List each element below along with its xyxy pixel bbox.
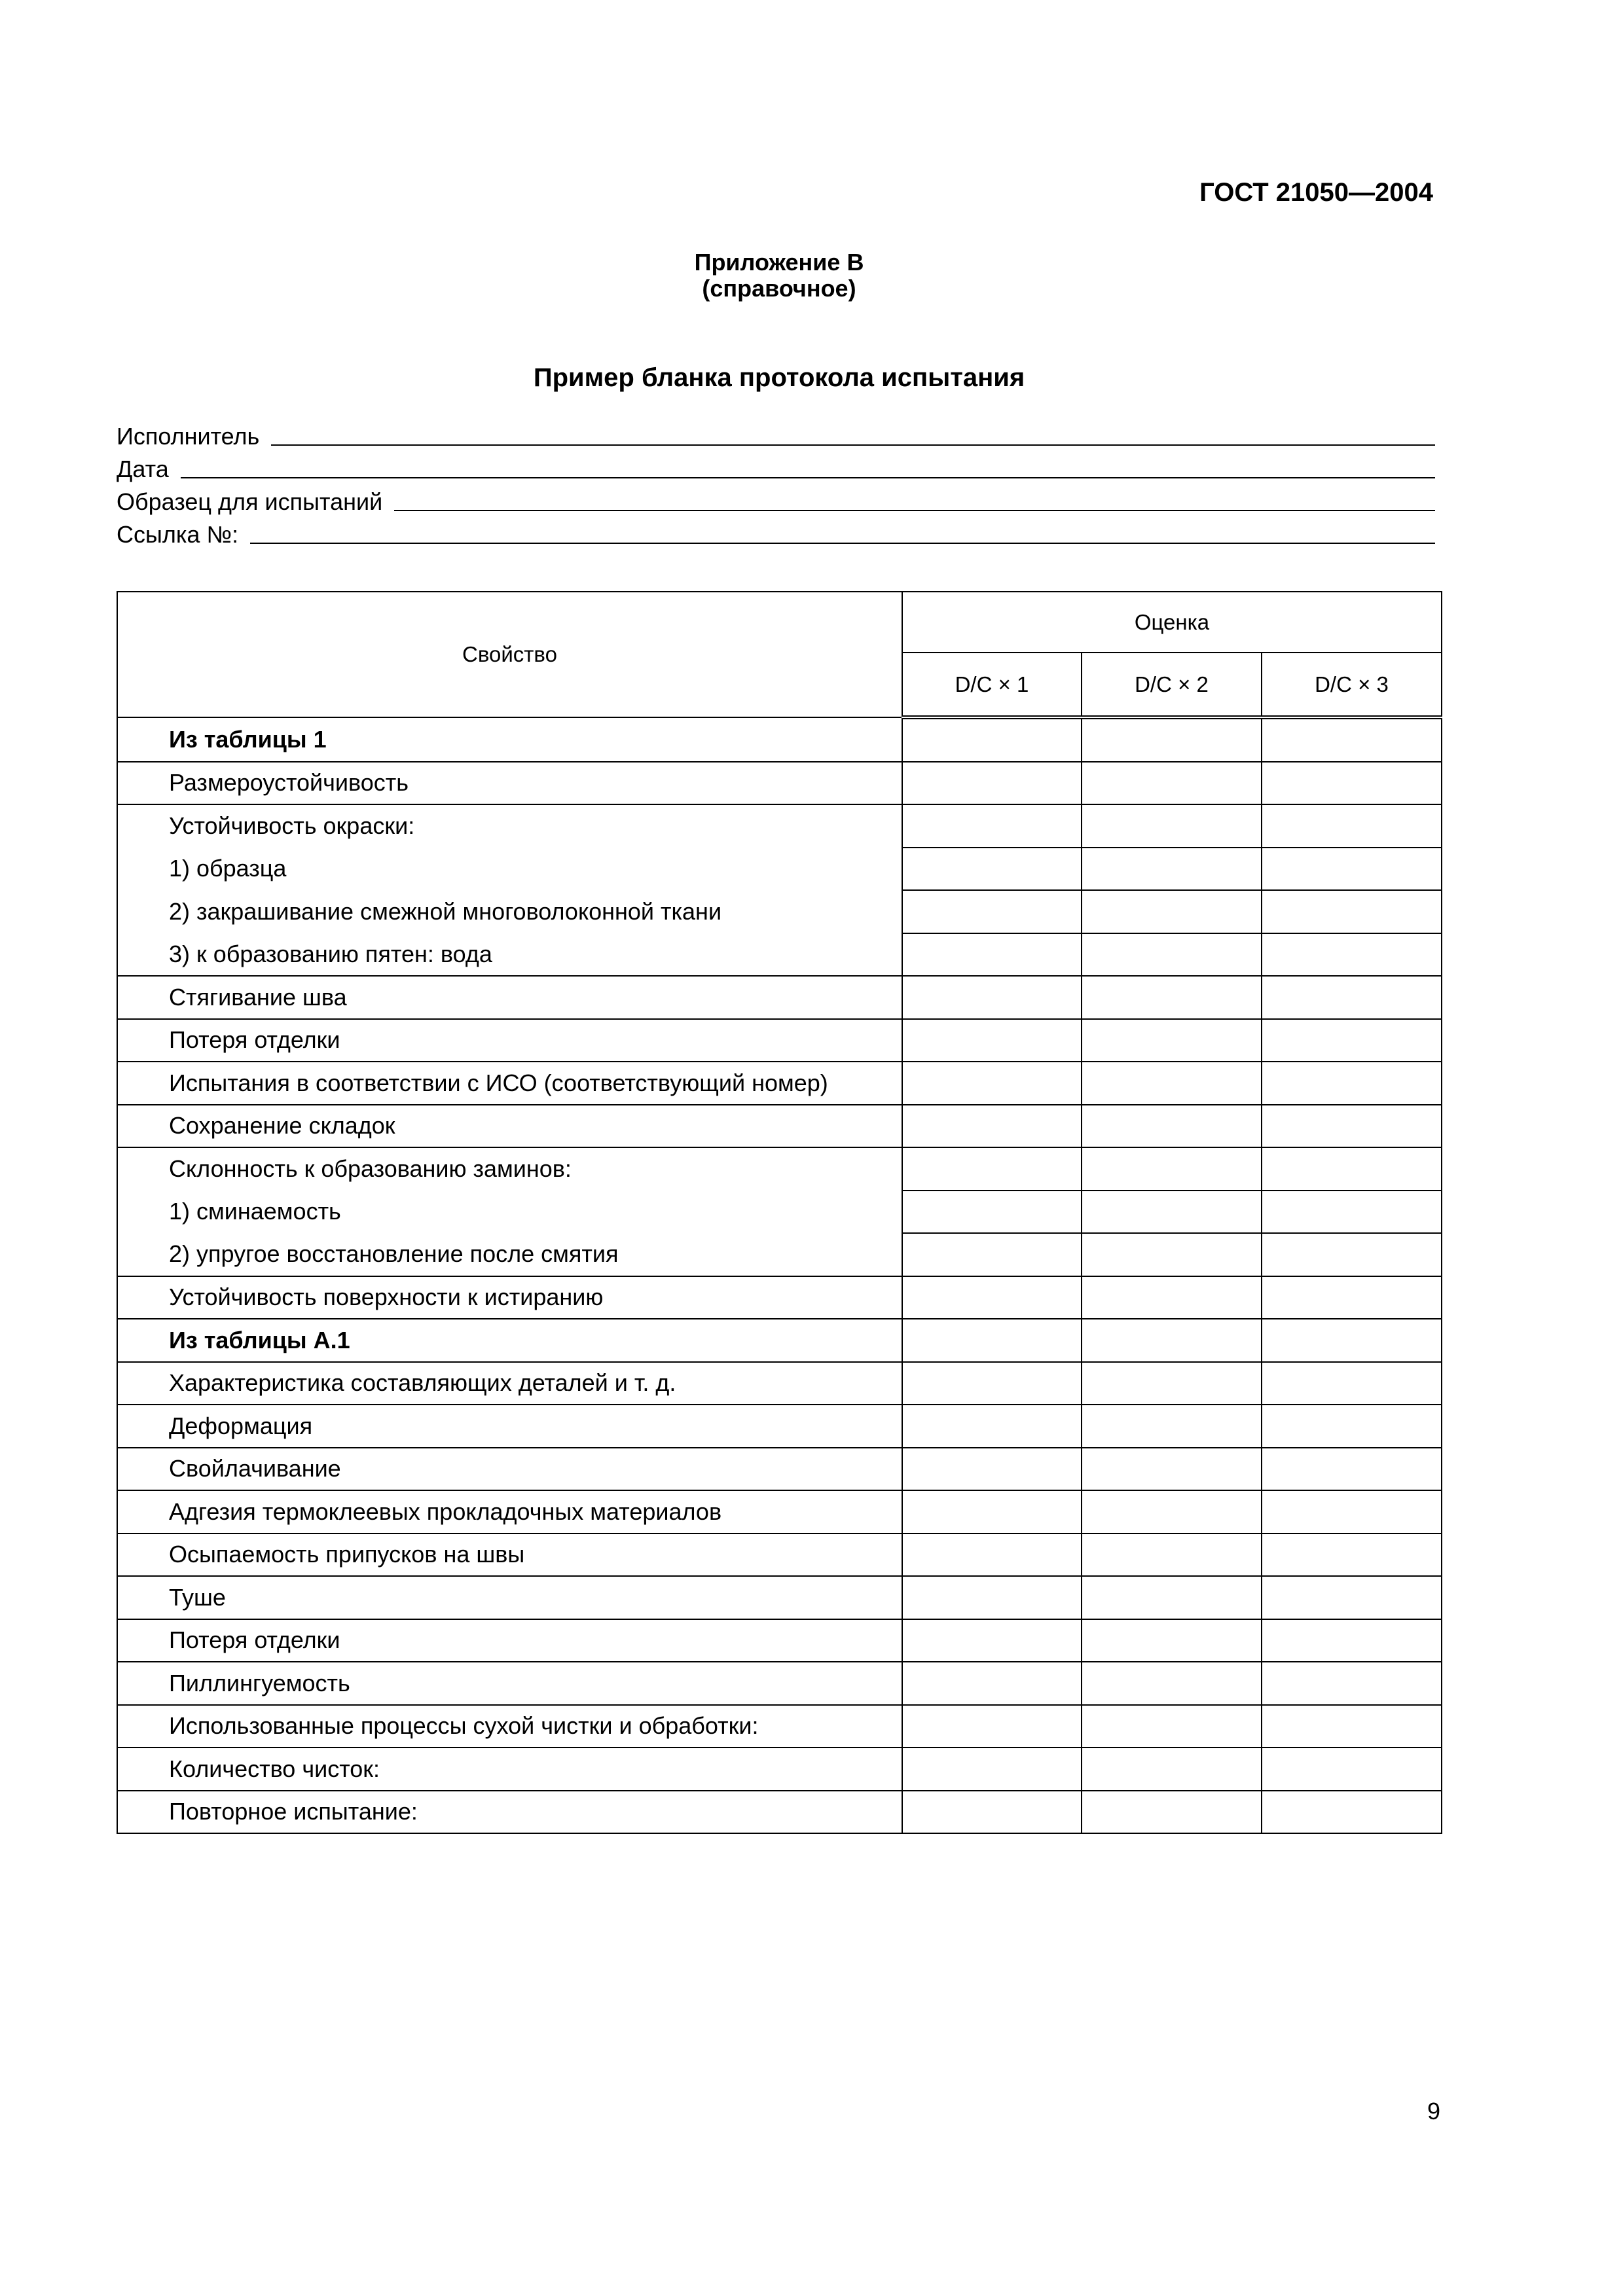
rating-cell[interactable] [1082, 1534, 1262, 1577]
rating-cell[interactable] [1082, 1662, 1262, 1705]
table-row [117, 1448, 1442, 1491]
sample-field[interactable] [117, 488, 1435, 516]
rating-cell[interactable] [902, 1191, 1082, 1234]
rating-cell[interactable] [1082, 1105, 1262, 1148]
dc-column-header: D/C × 1 [902, 653, 1082, 717]
table-row [117, 933, 1442, 977]
property-cell: 3) к образованию пятен: вода [117, 933, 902, 977]
rating-cell[interactable] [902, 1147, 1082, 1191]
table-row [117, 848, 1442, 891]
property-cell: Повторное испытание: [117, 1791, 902, 1834]
rating-cell[interactable] [1262, 1448, 1442, 1491]
rating-cell[interactable] [1262, 976, 1442, 1019]
document-number: ГОСТ 21050—2004 [1199, 178, 1433, 207]
rating-cell[interactable] [1262, 1233, 1442, 1276]
rating-cell[interactable] [902, 1362, 1082, 1405]
rating-cell[interactable] [902, 1791, 1082, 1834]
rating-cell[interactable] [1082, 1490, 1262, 1534]
rating-cell[interactable] [1262, 1191, 1442, 1234]
property-cell: Устойчивость окраски: [117, 804, 902, 848]
table-row [117, 1062, 1442, 1105]
rating-cell[interactable] [902, 848, 1082, 891]
rating-cell[interactable] [902, 1748, 1082, 1791]
rating-cell[interactable] [1262, 717, 1442, 762]
rating-cell[interactable] [902, 1705, 1082, 1748]
property-cell: Склонность к образованию заминов: [117, 1147, 902, 1191]
rating-cell[interactable] [902, 890, 1082, 933]
date-label: Дата [117, 456, 169, 482]
annex-subtitle: (справочное) [702, 275, 856, 302]
rating-cell[interactable] [1262, 1276, 1442, 1319]
table-row [117, 1662, 1442, 1705]
rating-cell[interactable] [1082, 1233, 1262, 1276]
table-section-heading: Из таблицы А.1 [117, 1319, 902, 1362]
rating-cell[interactable] [1082, 1748, 1262, 1791]
rating-cell[interactable] [1082, 976, 1262, 1019]
table-section-heading: Из таблицы 1 [117, 717, 902, 762]
rating-cell[interactable] [902, 1019, 1082, 1062]
property-cell: Стягивание шва [117, 976, 902, 1019]
table-row [117, 1019, 1442, 1062]
property-cell: 2) закрашивание смежной многоволоконной ткани [117, 890, 902, 933]
rating-cell[interactable] [902, 1490, 1082, 1534]
rating-cell[interactable] [1262, 1062, 1442, 1105]
property-cell: Свойлачивание [117, 1448, 902, 1491]
property-cell: Потеря отделки [117, 1019, 902, 1062]
page-number: 9 [1427, 2098, 1440, 2125]
rating-cell[interactable] [902, 933, 1082, 977]
rating-cell[interactable] [1262, 1362, 1442, 1405]
annex-title: Приложение В [694, 249, 864, 276]
table-row [117, 1490, 1442, 1534]
rating-cell[interactable] [1262, 1576, 1442, 1619]
rating-cell[interactable] [1262, 804, 1442, 848]
rating-cell[interactable] [902, 1662, 1082, 1705]
rating-cell[interactable] [902, 1319, 1082, 1362]
table-row [117, 1534, 1442, 1577]
date-field[interactable] [117, 456, 1435, 483]
property-cell: Размероустойчивость [117, 762, 902, 805]
rating-cell[interactable] [1262, 1490, 1442, 1534]
table-row [117, 1405, 1442, 1448]
property-cell: Потеря отделки [117, 1619, 902, 1662]
property-cell: 1) образца [117, 848, 902, 891]
rating-cell[interactable] [1082, 890, 1262, 933]
property-cell: Адгезия термоклеевых прокладочных материалов [117, 1490, 902, 1534]
dc-column-header: D/C × 3 [1262, 653, 1442, 717]
rating-cell[interactable] [1262, 1705, 1442, 1748]
rating-cell[interactable] [1262, 1619, 1442, 1662]
rating-cell[interactable] [902, 1233, 1082, 1276]
table-row [117, 1362, 1442, 1405]
rating-cell[interactable] [902, 717, 1082, 762]
rating-cell[interactable] [1262, 848, 1442, 891]
rating-cell[interactable] [1082, 1276, 1262, 1319]
rating-cell[interactable] [1262, 1791, 1442, 1834]
rating-cell[interactable] [902, 1576, 1082, 1619]
table-row [117, 1319, 1442, 1362]
rating-cell[interactable] [1082, 1405, 1262, 1448]
performer-field[interactable] [117, 423, 1435, 450]
rating-cell[interactable] [902, 976, 1082, 1019]
property-cell: Количество чисток: [117, 1748, 902, 1791]
table-row [117, 890, 1442, 933]
rating-cell[interactable] [1262, 1105, 1442, 1148]
rating-cell[interactable] [1262, 1534, 1442, 1577]
rating-cell[interactable] [1082, 933, 1262, 977]
rating-cell[interactable] [1082, 1062, 1262, 1105]
table-row [117, 717, 1442, 762]
property-cell: Использованные процессы сухой чистки и обработки: [117, 1705, 902, 1748]
property-cell: Туше [117, 1576, 902, 1619]
rating-cell[interactable] [1262, 890, 1442, 933]
table-row [117, 1105, 1442, 1148]
rating-cell[interactable] [1082, 1147, 1262, 1191]
rating-cell[interactable] [1082, 804, 1262, 848]
sample-label: Образец для испытаний [117, 488, 383, 515]
rating-cell[interactable] [902, 1062, 1082, 1105]
rating-cell[interactable] [1082, 1191, 1262, 1234]
table-row [117, 1233, 1442, 1276]
table-row [117, 804, 1442, 848]
property-cell: 1) сминаемость [117, 1191, 902, 1234]
performer-input-line[interactable] [271, 444, 1435, 446]
table-row [117, 1147, 1442, 1191]
property-cell: Деформация [117, 1405, 902, 1448]
rating-cell[interactable] [902, 1534, 1082, 1577]
rating-cell[interactable] [1082, 1619, 1262, 1662]
property-header: Свойство [117, 592, 902, 717]
table-row [117, 1576, 1442, 1619]
rating-cell[interactable] [1262, 1319, 1442, 1362]
rating-cell[interactable] [902, 1276, 1082, 1319]
property-cell: Осыпаемость припусков на швы [117, 1534, 902, 1577]
rating-cell[interactable] [1082, 1319, 1262, 1362]
rating-cell[interactable] [1262, 1748, 1442, 1791]
rating-cell[interactable] [1082, 848, 1262, 891]
rating-cell[interactable] [902, 1448, 1082, 1491]
rating-cell[interactable] [902, 1105, 1082, 1148]
table-row [117, 1791, 1442, 1834]
rating-cell[interactable] [1262, 1405, 1442, 1448]
rating-cell[interactable] [1082, 1019, 1262, 1062]
table-row [117, 1748, 1442, 1791]
rating-cell[interactable] [1262, 1019, 1442, 1062]
property-cell: 2) упругое восстановление после смятия [117, 1233, 902, 1276]
table-row [117, 1619, 1442, 1662]
rating-cell[interactable] [1082, 1448, 1262, 1491]
property-cell: Характеристика составляющих деталей и т. д. [117, 1362, 902, 1405]
rating-cell[interactable] [902, 1405, 1082, 1448]
reference-input-line[interactable] [250, 543, 1435, 544]
property-cell: Сохранение складок [117, 1105, 902, 1148]
table-body [117, 717, 1442, 1833]
rating-cell[interactable] [1082, 1705, 1262, 1748]
date-input-line[interactable] [181, 477, 1435, 478]
protocol-table [117, 591, 1442, 1834]
property-cell: Устойчивость поверхности к истиранию [117, 1276, 902, 1319]
rating-header: Оценка [902, 592, 1442, 653]
rating-cell[interactable] [1262, 762, 1442, 805]
rating-cell[interactable] [902, 762, 1082, 805]
table-row [117, 976, 1442, 1019]
table-row [117, 1276, 1442, 1319]
rating-cell[interactable] [1082, 1791, 1262, 1834]
rating-cell[interactable] [1262, 933, 1442, 977]
rating-cell[interactable] [1262, 1662, 1442, 1705]
dc-column-header: D/C × 2 [1082, 653, 1262, 717]
reference-field[interactable] [117, 521, 1435, 548]
rating-cell[interactable] [902, 1619, 1082, 1662]
rating-cell[interactable] [1082, 762, 1262, 805]
sample-input-line[interactable] [394, 510, 1435, 511]
form-title: Пример бланка протокола испытания [533, 363, 1025, 392]
rating-cell[interactable] [1082, 717, 1262, 762]
rating-cell[interactable] [1082, 1362, 1262, 1405]
property-cell: Испытания в соответствии с ИСО (соответствующий номер) [117, 1062, 902, 1105]
rating-cell[interactable] [902, 804, 1082, 848]
table-row [117, 1705, 1442, 1748]
performer-label: Исполнитель [117, 423, 260, 450]
rating-cell[interactable] [1082, 1576, 1262, 1619]
rating-cell[interactable] [1262, 1147, 1442, 1191]
table-row [117, 762, 1442, 805]
table-row [117, 1191, 1442, 1234]
reference-label: Ссылка №: [117, 521, 239, 548]
property-cell: Пиллингуемость [117, 1662, 902, 1705]
